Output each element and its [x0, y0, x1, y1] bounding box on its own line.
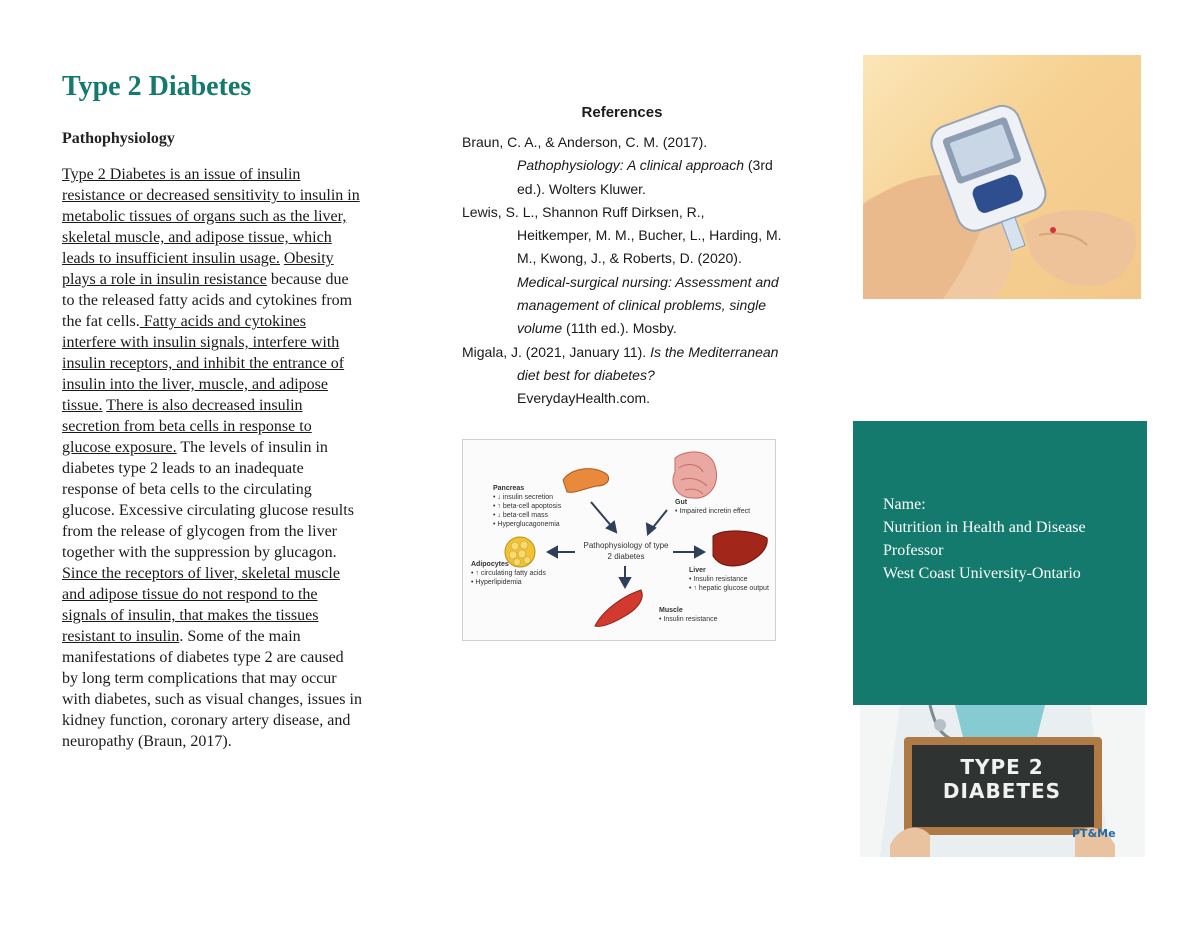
muscle-item: • Insulin resistance — [659, 616, 718, 623]
adipocytes-item: • ↑ circulating fatty acids — [471, 570, 546, 577]
pancreas-item: • Hyperglucagonemia — [493, 521, 560, 528]
left-column — [62, 70, 362, 752]
sign-line-2: DIABETES — [942, 779, 1062, 803]
pancreas-item: • ↑ beta-cell apoptosis — [493, 503, 562, 510]
ptme-logo: PT&Me — [1072, 827, 1116, 840]
liver-item: • Insulin resistance — [689, 576, 748, 583]
reference-part: Migala, J. (2021, January 11). — [462, 343, 651, 360]
paragraph-run: Since the receptors of liver, skeletal muscle and adipose tissue do not respond to the signals of insulin, that makes the tissues resistant to insulin — [62, 565, 340, 645]
liver-label: Liver • Insulin resistance • ↑ hepatic glucose output — [689, 566, 773, 593]
liver-item: • ↑ hepatic glucose output — [689, 585, 769, 592]
pancreas-item: • ↓ beta-cell mass — [493, 512, 548, 519]
reference-part: Braun, C. A., & Anderson, C. M. (2017). — [462, 134, 708, 150]
gut-label: Gut • Impaired incretin effect — [675, 498, 755, 516]
paragraph-run: The levels of insulin in diabetes type 2 leads to an inadequate response of beta cells to the circulating glucose. Excessive circulating glucose results from the release of glycogen from the liver together with the suppression by glucagon. — [62, 439, 354, 561]
reference-part: Is the Mediterranean diet best for diabetes? — [517, 343, 779, 383]
muscle-organ — [595, 590, 642, 626]
card-line: Name: — [883, 496, 926, 513]
references-heading: References — [581, 104, 663, 121]
card-line: Nutrition in Health and Disease — [883, 519, 1086, 536]
gut-organ — [673, 452, 717, 498]
muscle-label: Muscle • Insulin resistance — [659, 606, 729, 624]
page-title: Type 2 Diabetes — [62, 71, 252, 102]
pancreas-item: • ↓ insulin secretion — [493, 494, 554, 501]
references-list — [462, 131, 782, 411]
glucose-meter-illustration — [863, 55, 1141, 299]
paragraph-run: because due to the released fatty acids and cytokines from the fat cells. — [62, 271, 353, 330]
paragraph-run: There is also decreased insulin secretion from beta cells in response to glucose exposure. — [62, 397, 312, 456]
adipocytes-item: • Hyperlipidemia — [471, 579, 522, 586]
sign-text — [922, 755, 1082, 803]
reference-part: Lewis, S. L., Shannon Ruff Dirksen, R., Heitkemper, M. M., Bucher, L., Harding, M. M., Kwong, J., & Roberts, D. (2020). — [462, 203, 782, 267]
info-card — [853, 421, 1147, 705]
paragraph-run: Fatty acids and cytokines interfere with insulin signals, interfere with insulin receptors, and inhibit the entrance of insulin into the liver, muscle, and adipose tissue. — [62, 313, 345, 414]
card-text — [883, 493, 1086, 585]
references-section — [462, 104, 782, 411]
card-line: Professor — [883, 542, 944, 559]
pathophysiology-diagram — [462, 439, 776, 641]
diabetes-sign-photo — [860, 705, 1145, 857]
reference-part: Pathophysiology: A clinical approach — [517, 157, 744, 174]
reference-entry — [462, 201, 782, 341]
reference-part: (11th ed.). Mosby. — [562, 320, 677, 337]
reference-part: (3rd ed.). Wolters Kluwer. — [517, 157, 773, 197]
sign-line-1: TYPE 2 — [960, 755, 1044, 779]
reference-entry — [462, 131, 782, 201]
glucose-meter-photo — [863, 55, 1141, 299]
reference-part: Medical-surgical nursing: Assessment and management of clinical problems, single volume — [517, 273, 779, 337]
adipocytes-label: Adipocytes • ↑ circulating fatty acids • Hyperlipidemia — [471, 560, 561, 587]
card-line: West Coast University-Ontario — [883, 565, 1081, 582]
paragraph-run: Type 2 Diabetes is an issue of insulin resistance or decreased sensitivity to insulin in metabolic tissues of organs such as the liver, skeletal muscle, and adipose tissue, which leads to insufficient insulin usage. — [62, 166, 360, 267]
gut-item: • Impaired incretin effect — [675, 508, 751, 515]
pathophysiology-paragraph — [62, 164, 362, 752]
paragraph-run: . Some of the main manifestations of diabetes type 2 are caused by long term complications that may occur with diabetes, such as visual changes, issues in kidney function, coronary artery disease, and neuropathy (Braun, 2017). — [62, 628, 362, 750]
reference-entry — [462, 341, 782, 411]
reference-part: EverydayHealth.com. — [517, 390, 651, 407]
pancreas-organ — [563, 469, 609, 493]
pancreas-label: Pancreas • ↓ insulin secretion • ↑ beta-cell apoptosis • ↓ beta-cell mass • Hyperglucagonemia — [493, 485, 562, 528]
diagram-center-label: Pathophysiology of type 2 diabetes — [583, 541, 669, 561]
liver-organ — [713, 531, 767, 566]
paragraph-run: Obesity plays a role in insulin resistance — [62, 250, 334, 288]
section-subheading: Pathophysiology — [62, 130, 175, 147]
